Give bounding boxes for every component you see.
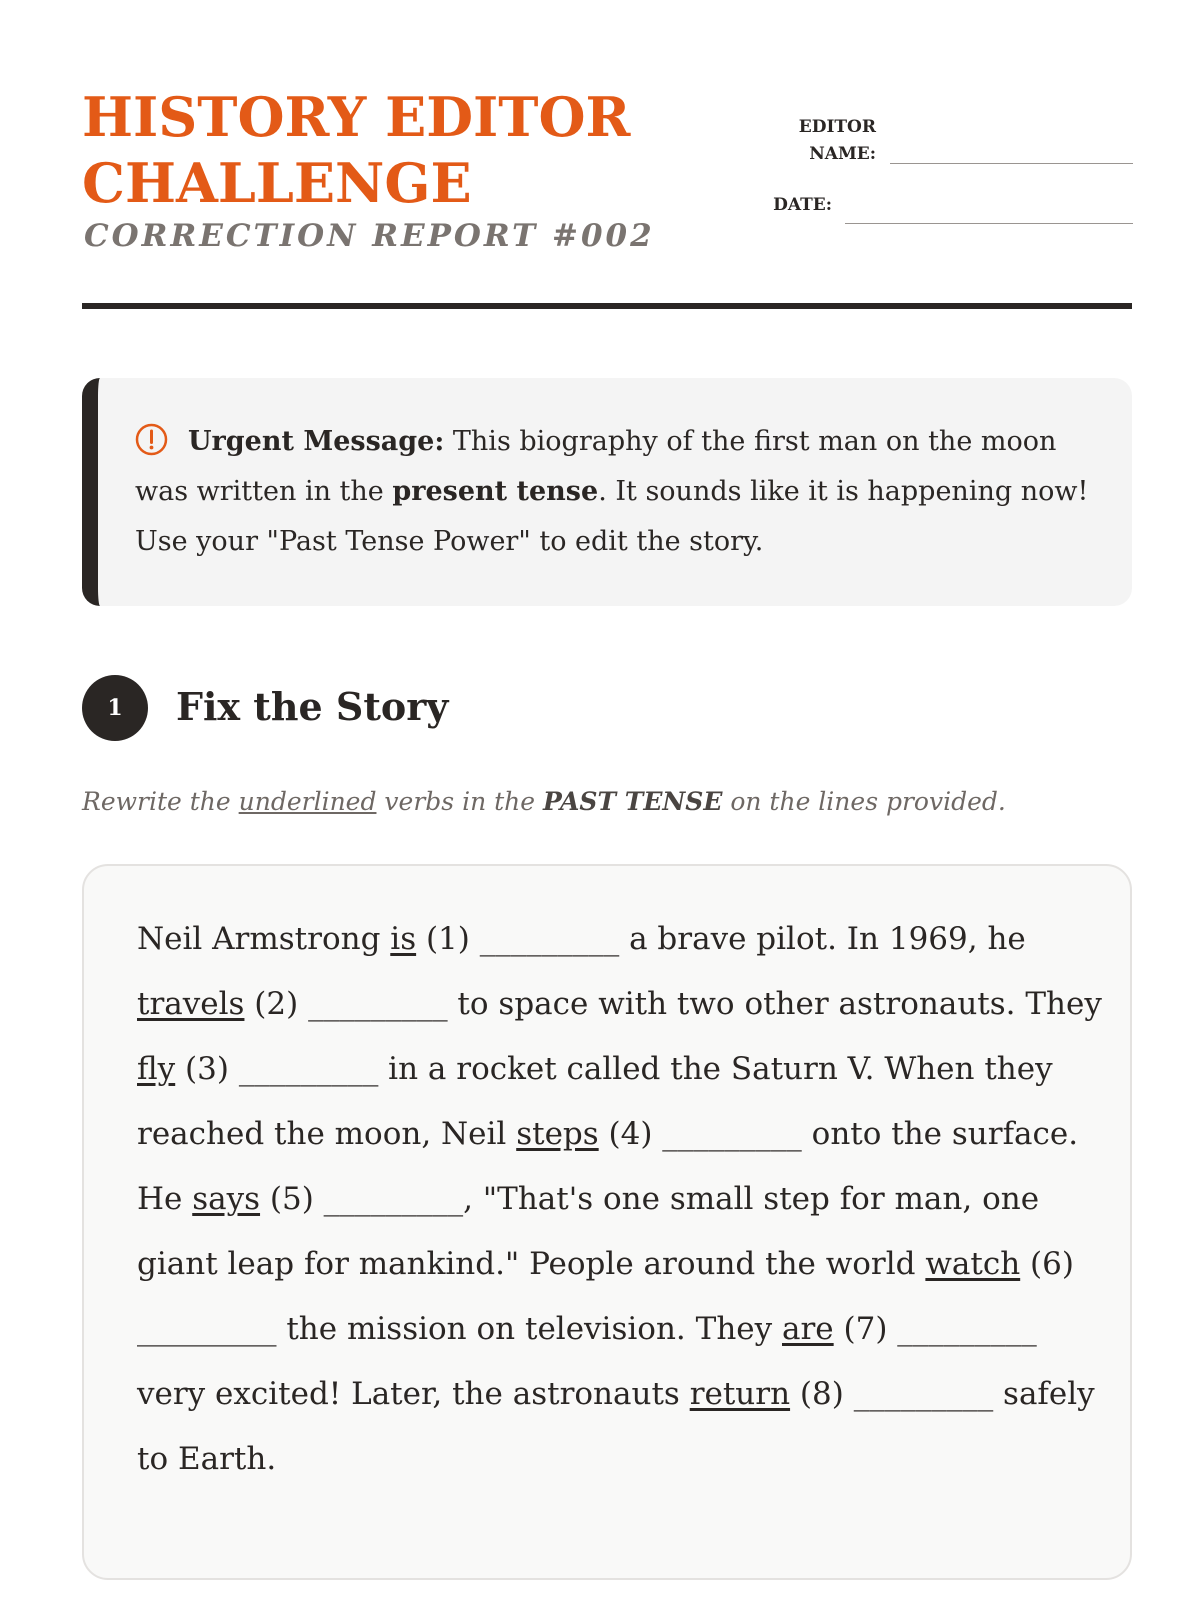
editor-name-label xyxy=(780,114,876,168)
story-line xyxy=(137,1049,1053,1089)
blank-number: (1) xyxy=(416,921,480,957)
answer-blank[interactable]: _________ xyxy=(238,1051,379,1087)
story-line xyxy=(137,1439,276,1479)
step-number-badge: 1 xyxy=(82,675,148,741)
story-text-segment: Neil Armstrong xyxy=(137,921,391,957)
story-line xyxy=(137,1309,1037,1349)
underlined-verb: are xyxy=(782,1311,834,1347)
answer-blank[interactable]: _________ xyxy=(308,986,448,1022)
editor-name-field[interactable] xyxy=(890,163,1133,164)
editor-label-line-2: NAME: xyxy=(809,144,876,164)
story-line xyxy=(137,919,1026,959)
story-box xyxy=(82,864,1132,1580)
section-title: Fix the Story xyxy=(176,684,449,729)
blank-number: (4) xyxy=(598,1116,663,1152)
underlined-verb: is xyxy=(390,921,417,957)
editor-label-line-1: EDITOR xyxy=(798,117,876,137)
blank-number: (2) xyxy=(244,986,309,1022)
urgent-message-text xyxy=(135,417,1095,567)
story-text-segment: in a rocket called the Saturn V. When they xyxy=(378,1051,1053,1087)
answer-blank-7[interactable]: _________ xyxy=(897,1311,1037,1347)
story-text-segment: to space with two other astronauts. They xyxy=(447,986,1102,1022)
instructions-bold: PAST TENSE xyxy=(543,787,723,816)
blank-number: (7) xyxy=(833,1311,898,1347)
answer-blank[interactable]: _________ xyxy=(479,921,620,957)
story-line xyxy=(137,984,1102,1024)
urgent-message-body-1: This biography of the first man on the moon was written in the xyxy=(135,426,1057,507)
underlined-verb: steps xyxy=(516,1116,599,1152)
underlined-verb: fly xyxy=(137,1051,176,1087)
story-text-segment: reached the moon, Neil xyxy=(137,1116,517,1152)
story-text-segment: onto the surface. xyxy=(801,1116,1079,1152)
answer-blank[interactable]: _________ xyxy=(853,1376,994,1412)
blank-number: (6) xyxy=(1020,1246,1074,1282)
story-text-segment: safely xyxy=(993,1376,1095,1412)
title-line-2: CHALLENGE xyxy=(82,151,472,215)
story-text-segment: very excited! Later, the astronauts xyxy=(137,1376,690,1412)
answer-blank-6[interactable]: _________ xyxy=(137,1311,277,1347)
report-subtitle: CORRECTION REPORT #002 xyxy=(84,218,655,254)
urgent-message-box xyxy=(82,378,1132,606)
story-line xyxy=(137,1179,1039,1219)
instructions xyxy=(82,785,1132,819)
story-text-segment: , "That's one small step for man, one xyxy=(463,1181,1040,1217)
header-divider xyxy=(82,303,1132,309)
story-line xyxy=(137,1374,1095,1414)
page-title xyxy=(82,84,630,216)
answer-blank[interactable]: _________ xyxy=(323,1181,464,1217)
story-line xyxy=(137,1114,1078,1154)
instructions-part-2: verbs in the xyxy=(376,787,544,816)
blank-number: (8) xyxy=(790,1376,854,1412)
blank-number: (5) xyxy=(260,1181,324,1217)
date-label: DATE: xyxy=(773,195,832,215)
instructions-part-1: Rewrite the xyxy=(82,787,239,816)
story-text-segment: the mission on television. They xyxy=(276,1311,782,1347)
story-text-segment: to Earth. xyxy=(137,1441,277,1477)
blank-number: (3) xyxy=(175,1051,239,1087)
story-line xyxy=(137,1244,1074,1284)
date-field[interactable] xyxy=(845,223,1133,224)
urgent-message-heading: Urgent Message: xyxy=(188,426,445,457)
alert-circle-icon xyxy=(135,423,168,456)
story-text-segment: He xyxy=(137,1181,193,1217)
underlined-verb: travels xyxy=(137,986,245,1022)
underlined-verb: says xyxy=(192,1181,261,1217)
instructions-part-3: on the lines provided. xyxy=(722,787,1006,816)
underlined-verb: watch xyxy=(925,1246,1021,1282)
urgent-message-body-2: . It sounds like it is happening now! Use your "Past Tense Power" to edit the story. xyxy=(135,476,1089,557)
story-text-segment: a brave pilot. In 1969, he xyxy=(619,921,1026,957)
urgent-message-emphasis: present tense xyxy=(392,476,599,507)
instructions-underlined: underlined xyxy=(238,787,377,816)
underlined-verb: return xyxy=(689,1376,791,1412)
answer-blank[interactable]: _________ xyxy=(662,1116,802,1152)
title-line-1: HISTORY EDITOR xyxy=(82,85,631,149)
story-text-segment: giant leap for mankind." People around the world xyxy=(137,1246,926,1282)
